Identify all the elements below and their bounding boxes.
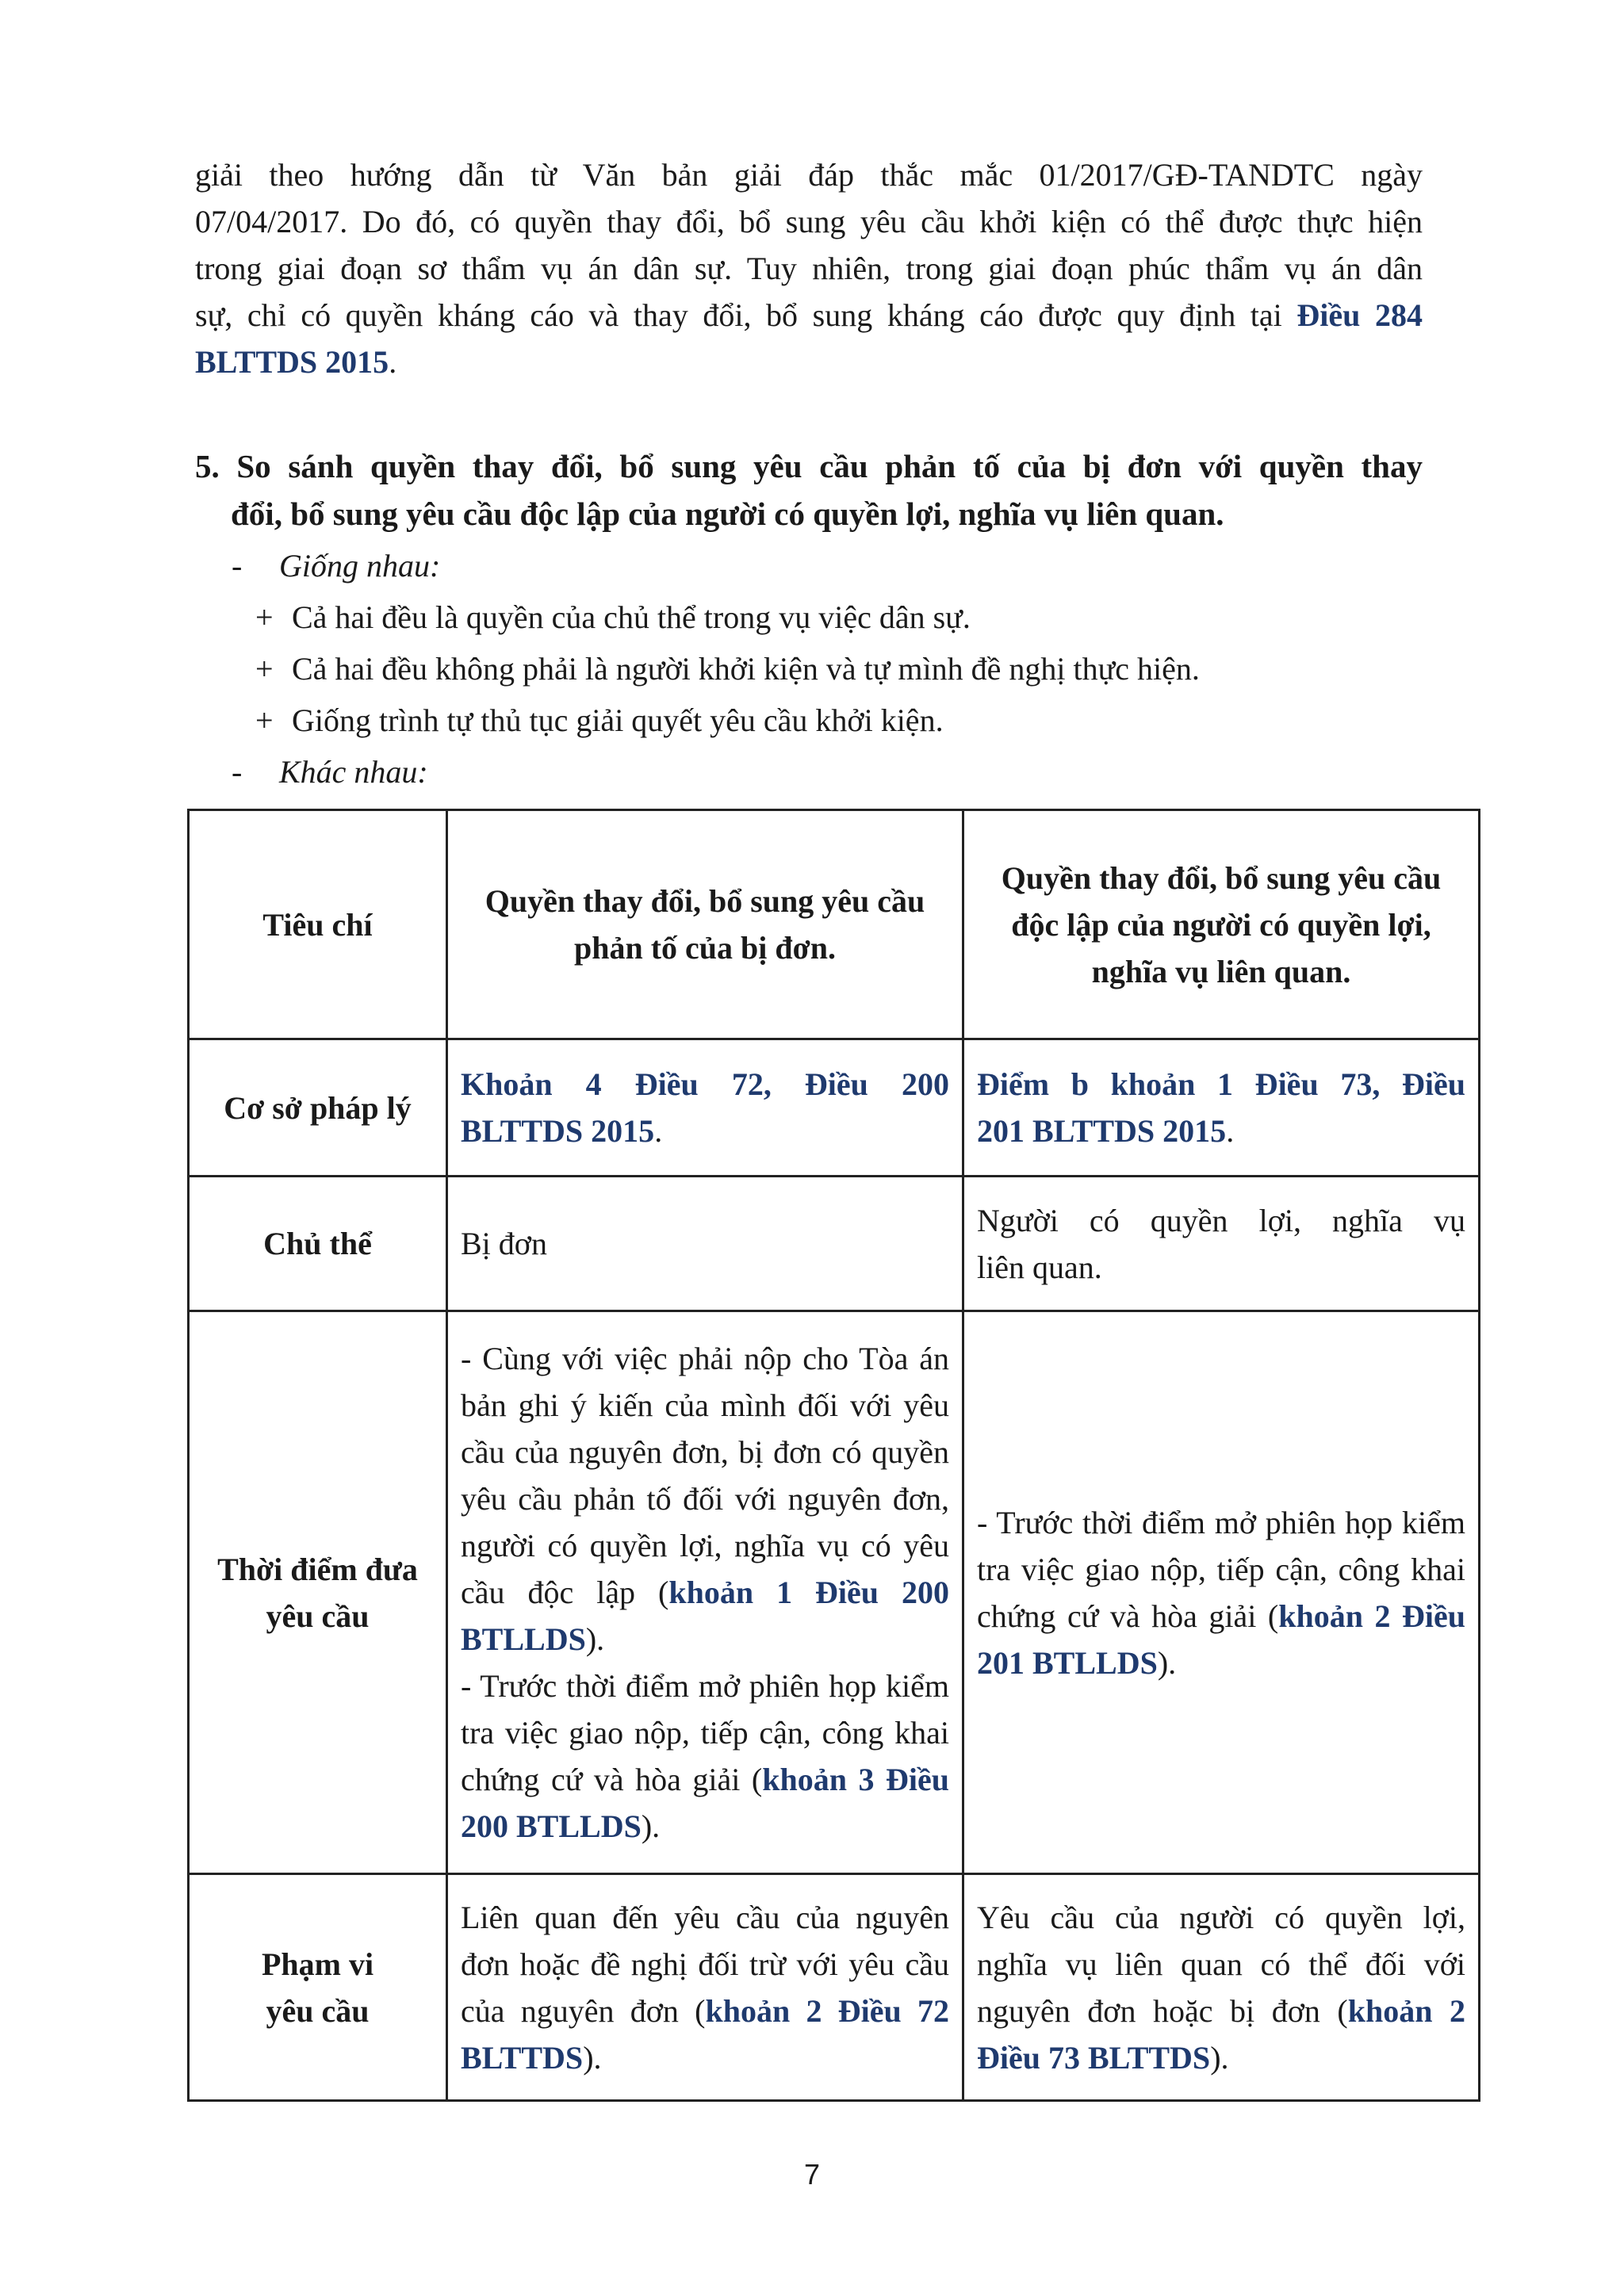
cell-subject-independent [963, 1177, 1480, 1311]
similar-item-text: Cả hai đều không phải là người khởi kiện và tự mình đề nghị thực hiện. [292, 651, 1200, 687]
cell-line: yêu cầu [266, 1992, 370, 2029]
legal-reference: Khoản 4 Điều 72, Điều 200 [461, 1066, 949, 1102]
cell-text: - Trước thời điểm mở phiên họp kiểm tra việc giao nộp, tiếp cận, công khai chứng cứ và hòa giải ( [977, 1504, 1465, 1634]
intro-line-2: 07/04/2017. Do đó, có quyền thay đổi, bổ sung yêu cầu khởi kiện có thể được thực hiện [195, 204, 1423, 239]
intro-line-3: trong giai đoạn sơ thẩm vụ án dân sự. Tuy nhiên, trong giai đoạn phúc thẩm vụ án dân [195, 251, 1423, 286]
different-label: Khác nhau: [279, 754, 428, 790]
similar-item [255, 698, 944, 743]
cell-text: ). [583, 2039, 602, 2076]
cell-text: Liên quan đến yêu cầu của nguyên đơn hoặc đề nghị đối trừ với yêu cầu của nguyên đơn ( [461, 1899, 949, 2029]
cell-timing-independent [963, 1311, 1480, 1874]
intro-line-4 [195, 292, 1423, 339]
cell-scope-independent [963, 1874, 1480, 2101]
plus-bullet: + [255, 702, 274, 738]
intro-line-4-text: sự, chỉ có quyền kháng cáo và thay đổi, bổ sung kháng cáo được quy định tại [195, 297, 1282, 333]
table-row [189, 1874, 1480, 2101]
cell-subject-counterclaim: Bị đơn [447, 1177, 963, 1311]
legal-reference: BLTTDS 2015 [461, 1113, 655, 1149]
page-number: 7 [803, 2158, 821, 2191]
legal-reference: khoản 1 Điều 200 BTLLDS [461, 1575, 949, 1657]
legal-reference: Điểm b khoản 1 Điều 73, Điều [977, 1066, 1465, 1102]
plus-bullet: + [255, 599, 274, 635]
period: . [1226, 1113, 1235, 1149]
plus-bullet: + [255, 651, 274, 687]
header-counterclaim: Quyền thay đổi, bổ sung yêu cầu phản tố của bị đơn. [447, 810, 963, 1039]
cell-timing-counterclaim [447, 1311, 963, 1874]
section-heading-line-1: 5. So sánh quyền thay đổi, bổ sung yêu cầu phản tố của bị đơn với quyền thay [195, 448, 1423, 484]
dash-bullet: - [232, 754, 243, 790]
header-independent-claim: Quyền thay đổi, bổ sung yêu cầu độc lập của người có quyền lợi, nghĩa vụ liên quan. [963, 810, 1480, 1039]
criterion-timing [189, 1311, 447, 1874]
similar-label: Giống nhau: [279, 548, 441, 584]
cell-legal-independent [963, 1039, 1480, 1177]
cell-text: ). [641, 1808, 661, 1844]
cell-line: liên quan. [977, 1249, 1102, 1285]
section-heading-line-2: đổi, bổ sung yêu cầu độc lập của người có quyền lợi, nghĩa vụ liên quan. [231, 496, 1224, 532]
section-heading [195, 442, 1423, 538]
legal-reference: khoản 2 Điều 72 BLTTDS [461, 1992, 949, 2076]
table-row [189, 1039, 1480, 1177]
period: . [654, 1113, 663, 1149]
header-criterion: Tiêu chí [189, 810, 447, 1039]
legal-reference: khoản 3 Điều 200 BTLLDS [461, 1762, 949, 1844]
table-header-row [189, 810, 1480, 1039]
legal-reference: BLTTDS 2015 [195, 344, 389, 380]
intro-paragraph [195, 151, 1423, 385]
comparison-table [187, 809, 1480, 2102]
dash-bullet: - [232, 548, 243, 584]
cell-line: Thời điểm đưa [217, 1551, 418, 1587]
cell-text: ). [585, 1621, 605, 1657]
criterion-legal-basis: Cơ sở pháp lý [189, 1039, 447, 1177]
similar-item-text: Cả hai đều là quyền của chủ thể trong vụ việc dân sự. [292, 599, 971, 635]
similar-item [255, 595, 971, 640]
cell-scope-counterclaim [447, 1874, 963, 2101]
similar-item [255, 647, 1200, 691]
intro-line-5 [195, 339, 1423, 385]
legal-reference: khoản 2 Điều 73 BLTTDS [977, 1992, 1465, 2076]
intro-line-5-tail: . [389, 344, 397, 380]
cell-line: yêu cầu [266, 1598, 370, 1634]
table-row [189, 1177, 1480, 1311]
criterion-subject: Chủ thể [189, 1177, 447, 1311]
cell-line: Người có quyền lợi, nghĩa vụ [977, 1202, 1465, 1238]
cell-text: ). [1157, 1644, 1177, 1681]
similar-label-line [232, 544, 440, 588]
legal-reference: 201 BLTTDS 2015 [977, 1113, 1227, 1149]
similar-item-text: Giống trình tự thủ tục giải quyết yêu cầu khởi kiện. [292, 702, 944, 738]
cell-text: Yêu cầu của người có quyền lợi, nghĩa vụ liên quan có thể đối với nguyên đơn hoặc bị đơn ( [977, 1899, 1465, 2029]
criterion-scope [189, 1874, 447, 2101]
legal-reference: khoản 2 Điều 201 BTLLDS [977, 1598, 1465, 1681]
different-label-line [232, 750, 428, 794]
intro-line-1: giải theo hướng dẫn từ Văn bản giải đáp thắc mắc 01/2017/GĐ-TANDTC ngày [195, 157, 1423, 193]
table-row [189, 1311, 1480, 1874]
cell-line: Phạm vi [261, 1946, 374, 1982]
legal-reference: Điều 284 [1297, 297, 1423, 333]
cell-text: - Trước thời điểm mở phiên họp kiểm tra việc giao nộp, tiếp cận, công khai chứng cứ và hòa giải ( [461, 1668, 949, 1797]
cell-text: ). [1210, 2039, 1229, 2076]
cell-legal-counterclaim [447, 1039, 963, 1177]
cell-text: - Cùng với việc phải nộp cho Tòa án bản ghi ý kiến của mình đối với yêu cầu của nguyên đơn, bị đơn có quyền yêu cầu phản tố đối với nguyên đơn, người có quyền lợi, nghĩa vụ có yêu cầu độc lập ( [461, 1341, 949, 1610]
